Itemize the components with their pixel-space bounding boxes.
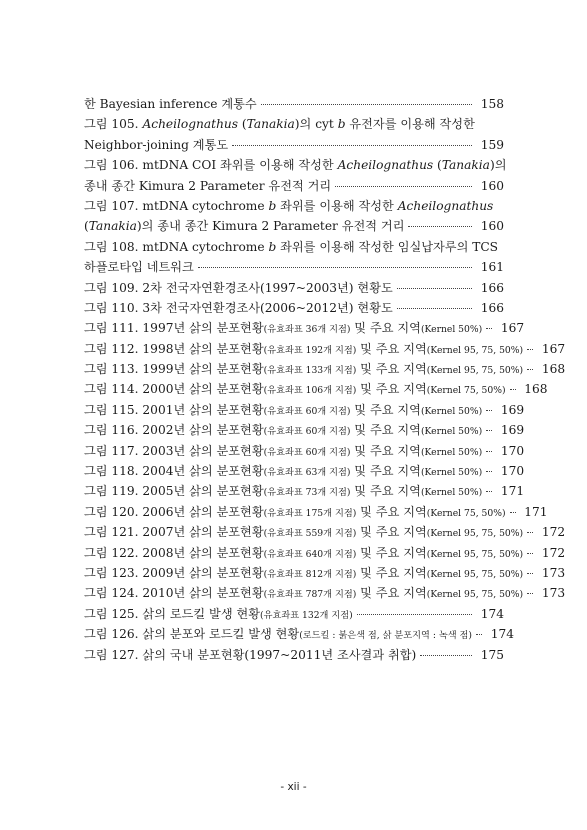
title-text: 그림 123. 2009년 삵의 분포현황: [84, 565, 264, 580]
title-text: )의 cyt: [294, 117, 338, 132]
entry-title: [84, 543, 523, 565]
title-text: 및 주요 지역: [356, 504, 427, 519]
toc-entry[interactable]: [84, 543, 566, 563]
entry-title: [84, 563, 523, 585]
dot-leader: [232, 145, 472, 146]
toc-entry[interactable]: [84, 298, 504, 318]
entry-title: [84, 400, 482, 422]
title-text: (유효좌표 133개 지점): [263, 365, 357, 377]
title-text: )의: [489, 158, 507, 173]
italic-text: Tanakia: [441, 158, 490, 173]
title-text: 그림 122. 2008년 삵의 분포현황: [84, 545, 264, 560]
dot-leader: [527, 573, 533, 574]
toc-entry[interactable]: [84, 237, 504, 257]
toc-entry[interactable]: [84, 583, 566, 603]
page-ref: 167: [541, 341, 566, 356]
dot-leader: [397, 308, 472, 309]
toc-entry[interactable]: [84, 155, 507, 175]
page-ref: 168: [524, 382, 548, 397]
page-ref: 160: [480, 219, 504, 234]
entry-title: [84, 135, 228, 155]
page-ref: 173: [541, 565, 566, 580]
toc-entry[interactable]: [84, 94, 504, 114]
title-text: (유효좌표 73개 지점): [263, 487, 351, 499]
italic-text: Acheilognathus: [142, 117, 239, 132]
title-text: 및 주요 지역: [350, 443, 421, 458]
title-text: 그림 127. 삵의 국내 분포현황(1997~2011년 조사결과 취합): [84, 647, 417, 662]
toc-entry[interactable]: [84, 645, 504, 665]
entry-title: [84, 196, 504, 216]
toc-entry[interactable]: [84, 563, 566, 583]
title-text: (: [433, 158, 442, 173]
toc-entry[interactable]: [84, 522, 566, 542]
title-text: (유효좌표 60개 지점): [263, 405, 351, 417]
italic-text: b: [268, 198, 277, 213]
title-text: (유효좌표 132개 지점): [260, 609, 353, 621]
title-text: 그림 116. 2002년 삵의 분포현황: [84, 423, 264, 438]
toc-entry[interactable]: [84, 339, 566, 359]
toc-entry[interactable]: [84, 502, 548, 522]
title-text: 하플로타입 네트워크: [84, 260, 194, 275]
entry-title: [84, 176, 331, 196]
entry-title: [84, 155, 506, 175]
title-text: (Kernel 75, 50%): [426, 507, 506, 519]
dot-leader: [527, 349, 533, 350]
title-text: (Kernel 50%): [420, 487, 483, 499]
entry-title: [84, 339, 523, 361]
dot-leader: [198, 267, 472, 268]
toc-entry[interactable]: [84, 135, 504, 155]
title-text: 그림 107. mtDNA cytochrome: [84, 198, 269, 213]
toc-entry[interactable]: [84, 441, 525, 461]
title-text: 그림 110. 3차 전국자연환경조사(2006~2012년) 현황도: [84, 300, 393, 315]
title-text: 및 주요 지역: [356, 362, 427, 377]
toc-entry[interactable]: [84, 278, 504, 298]
title-text: (: [238, 117, 247, 132]
title-text: (Kernel 50%): [420, 467, 483, 479]
entry-title: [84, 257, 194, 277]
page-ref: 168: [541, 362, 566, 377]
dot-leader: [486, 430, 492, 431]
page-ref: 174: [490, 627, 514, 642]
title-text: 및 주요 지역: [356, 545, 427, 560]
toc-entry[interactable]: [84, 359, 566, 379]
page-ref: 170: [500, 464, 525, 479]
toc-entry[interactable]: [84, 420, 525, 440]
entry-title: [84, 237, 504, 257]
entry-title: [84, 298, 393, 318]
italic-text: b: [337, 117, 346, 132]
dot-leader: [335, 186, 472, 187]
dot-leader: [486, 451, 492, 452]
title-text: (유효좌표 175개 지점): [263, 507, 357, 519]
entry-title: [84, 522, 523, 544]
title-text: 그림 126. 삵의 분포와 로드킬 발생 현황: [84, 627, 300, 642]
title-text: 그림 118. 2004년 삵의 분포현황: [84, 464, 264, 479]
toc-entry[interactable]: [84, 400, 525, 420]
title-text: (Kernel 95, 75, 50%): [426, 365, 524, 377]
page-ref: 172: [541, 525, 566, 540]
title-text: 유전자를 이용해 작성한: [345, 117, 475, 132]
dot-leader: [420, 655, 472, 656]
italic-text: b: [268, 239, 277, 254]
page-ref: 171: [524, 504, 548, 519]
title-text: 및 주요 지역: [356, 341, 427, 356]
title-text: 및 주요 지역: [356, 565, 427, 580]
page-ref: 159: [480, 137, 504, 152]
title-text: 및 주요 지역: [350, 423, 421, 438]
title-text: 그림 108. mtDNA cytochrome: [84, 239, 269, 254]
title-text: 그림 109. 2차 전국자연환경조사(1997~2003년) 현황도: [84, 280, 393, 295]
title-text: 그림 113. 1999년 삵의 분포현황: [84, 362, 264, 377]
entry-title: [84, 481, 482, 503]
title-text: 그림 119. 2005년 삵의 분포현황: [84, 484, 264, 499]
title-text: (로드킬 : 붉은색 점, 삵 분포지역 : 녹색 점): [299, 630, 472, 642]
dot-leader: [486, 328, 492, 329]
entry-title: [84, 278, 393, 298]
title-text: 그림 114. 2000년 삵의 분포현황: [84, 382, 264, 397]
title-text: (유효좌표 106개 지점): [263, 385, 357, 397]
title-text: (Kernel 50%): [420, 405, 483, 417]
title-text: (유효좌표 60개 지점): [263, 426, 351, 438]
italic-text: Acheilognathus: [397, 198, 494, 213]
page-ref: 161: [480, 260, 504, 275]
page-ref: 160: [480, 178, 504, 193]
toc-entry[interactable]: [84, 176, 504, 196]
page-ref: 172: [541, 545, 566, 560]
dot-leader: [527, 532, 533, 533]
dot-leader: [408, 226, 472, 227]
toc-entry[interactable]: [84, 216, 504, 236]
dot-leader: [527, 593, 533, 594]
title-text: 그림 105.: [84, 117, 143, 132]
title-text: (유효좌표 787개 지점): [263, 589, 357, 601]
page-ref: 170: [500, 443, 525, 458]
title-text: (Kernel 95, 75, 50%): [426, 344, 524, 356]
page-ref: 174: [480, 606, 504, 621]
dot-leader: [486, 410, 492, 411]
toc-entry[interactable]: [84, 379, 548, 399]
page-ref: 171: [500, 484, 525, 499]
toc-entry[interactable]: [84, 196, 504, 216]
entry-title: [84, 420, 482, 442]
title-text: 그림 111. 1997년 삵의 분포현황: [84, 321, 264, 336]
title-text: 및 주요 지역: [350, 464, 421, 479]
title-text: 그림 124. 2010년 삵의 분포현황: [84, 586, 264, 601]
dot-leader: [486, 471, 492, 472]
page-ref: 166: [480, 300, 504, 315]
title-text: (: [84, 219, 89, 234]
toc-entry[interactable]: [84, 114, 504, 134]
dot-leader: [510, 389, 516, 390]
page-ref: 167: [500, 321, 525, 336]
dot-leader: [261, 104, 472, 105]
title-text: )의 종내 종간 Kimura 2 Parameter 유전적 거리: [136, 219, 405, 234]
page-ref: 158: [480, 97, 504, 111]
title-text: 좌위를 이용해 작성한 임실납자루의 TCS: [276, 239, 499, 254]
page-ref: 166: [480, 280, 504, 295]
italic-text: Tanakia: [88, 219, 137, 234]
title-text: (Kernel 95, 75, 50%): [426, 548, 524, 560]
dot-leader: [486, 491, 492, 492]
title-text: 및 주요 지역: [356, 586, 427, 601]
page-ref: 173: [541, 586, 566, 601]
dot-leader: [527, 369, 533, 370]
toc-entry[interactable]: [84, 604, 504, 624]
entry-title: [84, 114, 504, 134]
dot-leader: [357, 614, 472, 615]
entry-title: [84, 624, 472, 646]
italic-text: Tanakia: [246, 117, 295, 132]
entry-title: [84, 216, 404, 236]
title-text: (Kernel 50%): [420, 446, 483, 458]
entry-title: [84, 359, 523, 381]
dot-leader: [397, 288, 472, 289]
entry-title: [84, 318, 482, 340]
entry-title: [84, 604, 353, 626]
italic-text: Acheilognathus: [337, 158, 434, 173]
title-text: 그림 121. 2007년 삵의 분포현황: [84, 525, 264, 540]
page-ref: 169: [500, 423, 525, 438]
title-text: (유효좌표 192개 지점): [263, 344, 357, 356]
page-ref: 169: [500, 402, 525, 417]
title-text: (유효좌표 640개 지점): [263, 548, 357, 560]
title-text: 및 주요 지역: [350, 484, 421, 499]
title-text: (유효좌표 36개 지점): [263, 324, 351, 336]
entry-title: [84, 583, 523, 605]
dot-leader: [476, 634, 482, 635]
toc-entry[interactable]: [84, 318, 525, 338]
title-text: (유효좌표 63개 지점): [263, 467, 351, 479]
title-text: (Kernel 50%): [420, 426, 483, 438]
title-text: 그림 120. 2006년 삵의 분포현황: [84, 504, 264, 519]
title-text: 종내 종간 Kimura 2 Parameter 유전적 거리: [84, 178, 332, 193]
entry-title: [84, 461, 482, 483]
entry-title: [84, 645, 416, 665]
entry-title: [84, 94, 257, 114]
title-text: 및 주요 지역: [356, 525, 427, 540]
title-text: 그림 125. 삵의 로드킬 발생 현황: [84, 606, 261, 621]
title-text: (Kernel 95, 75, 50%): [426, 568, 524, 580]
title-text: 그림 112. 1998년 삵의 분포현황: [84, 341, 264, 356]
title-text: 그림 106. mtDNA COI 좌위를 이용해 작성한: [84, 158, 338, 173]
entry-title: [84, 502, 506, 524]
title-text: 한 Bayesian inference 계통수: [84, 97, 257, 111]
dot-leader: [527, 553, 533, 554]
title-text: Neighbor-joining 계통도: [84, 137, 229, 152]
title-text: (Kernel 75, 50%): [426, 385, 506, 397]
page-number: - xii -: [280, 781, 307, 793]
title-text: (Kernel 95, 75, 50%): [426, 589, 524, 601]
entry-title: [84, 441, 482, 463]
toc-entry[interactable]: [84, 481, 525, 501]
title-text: 및 주요 지역: [350, 321, 421, 336]
title-text: (Kernel 50%): [420, 324, 483, 336]
dot-leader: [510, 512, 516, 513]
title-text: (유효좌표 559개 지점): [263, 528, 357, 540]
title-text: (유효좌표 60개 지점): [263, 446, 351, 458]
figure-list: [84, 94, 566, 665]
title-text: (유효좌표 812개 지점): [263, 568, 357, 580]
title-text: (Kernel 95, 75, 50%): [426, 528, 524, 540]
title-text: 및 주요 지역: [356, 382, 427, 397]
entry-title: [84, 379, 506, 401]
title-text: 좌위를 이용해 작성한: [276, 198, 398, 213]
toc-entry[interactable]: [84, 461, 525, 481]
title-text: 그림 115. 2001년 삵의 분포현황: [84, 402, 264, 417]
title-text: 및 주요 지역: [350, 402, 421, 417]
title-text: 그림 117. 2003년 삵의 분포현황: [84, 443, 264, 458]
page-ref: 175: [480, 647, 504, 662]
toc-entry[interactable]: [84, 257, 504, 277]
toc-entry[interactable]: [84, 624, 514, 644]
